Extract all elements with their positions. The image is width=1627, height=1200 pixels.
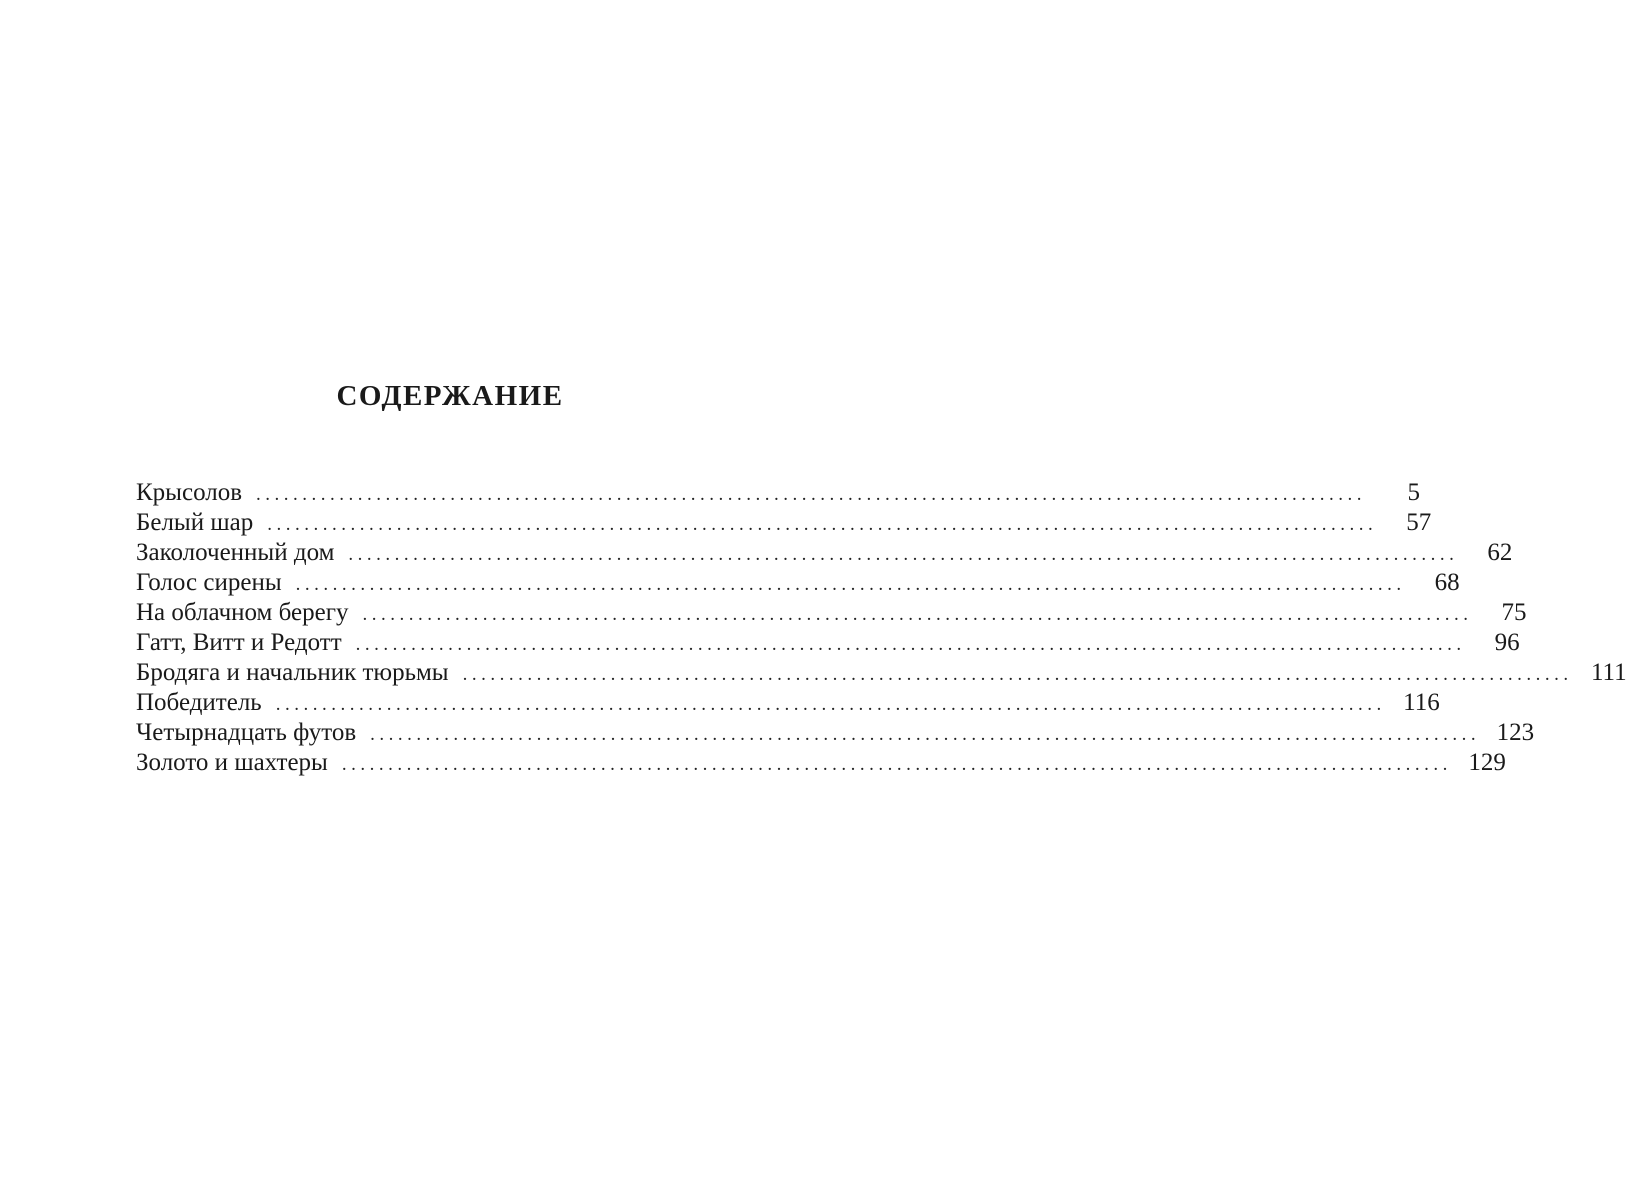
toc-entry-title: На облачном берегу	[136, 599, 349, 626]
toc-entry	[136, 478, 1421, 508]
toc-entry	[136, 628, 1520, 658]
toc-entry	[136, 688, 1440, 718]
dot-leader: ........................................................................................................................	[256, 484, 1367, 505]
dot-leader: ........................................................................................................................	[267, 514, 1378, 535]
toc-entry-title: Белый шар	[136, 509, 254, 536]
toc-entry	[136, 748, 1506, 778]
dot-leader: ........................................................................................................................	[362, 604, 1473, 625]
dot-leader: ........................................................................................................................	[355, 634, 1466, 655]
toc-entry-title: Заколоченный дом	[136, 539, 335, 566]
dot-leader: ........................................................................................................................	[341, 754, 1452, 775]
toc-page-number: 123	[1496, 719, 1535, 746]
toc-entry	[136, 508, 1432, 538]
toc-entry	[136, 598, 1527, 628]
toc-page-number: 57	[1406, 509, 1432, 536]
toc-entry-title: Крысолов	[136, 479, 243, 506]
table-of-contents	[136, 478, 1627, 778]
toc-page-number: 116	[1403, 689, 1440, 716]
toc-page-number: 96	[1494, 629, 1520, 656]
toc-entry	[136, 538, 1513, 568]
dot-leader: ........................................................................................................................	[295, 574, 1406, 595]
page-title: СОДЕРЖАНИЕ	[336, 380, 564, 412]
toc-entry	[136, 568, 1460, 598]
toc-page-number: 5	[1407, 479, 1421, 506]
toc-page-number: 75	[1501, 599, 1527, 626]
toc-entry-title: Золото и шахтеры	[136, 749, 328, 776]
toc-page-number: 62	[1487, 539, 1513, 566]
dot-leader: ........................................................................................................................	[348, 544, 1459, 565]
toc-entry-title: Гатт, Витт и Редотт	[136, 629, 342, 656]
dot-leader: ........................................................................................................................	[462, 664, 1573, 685]
toc-page-number: 129	[1468, 749, 1506, 776]
toc-entry	[136, 718, 1535, 748]
toc-entry-title: Голос сирены	[136, 569, 282, 596]
dot-leader: ........................................................................................................................	[370, 724, 1481, 745]
toc-page-number: 68	[1434, 569, 1460, 596]
toc-page-number: 111	[1590, 659, 1627, 686]
dot-leader: ........................................................................................................................	[275, 694, 1386, 715]
toc-entry-title: Четырнадцать футов	[136, 719, 357, 746]
toc-entry-title: Бродяга и начальник тюрьмы	[136, 659, 449, 686]
toc-entry-title: Победитель	[136, 689, 262, 716]
toc-entry	[136, 658, 1627, 688]
